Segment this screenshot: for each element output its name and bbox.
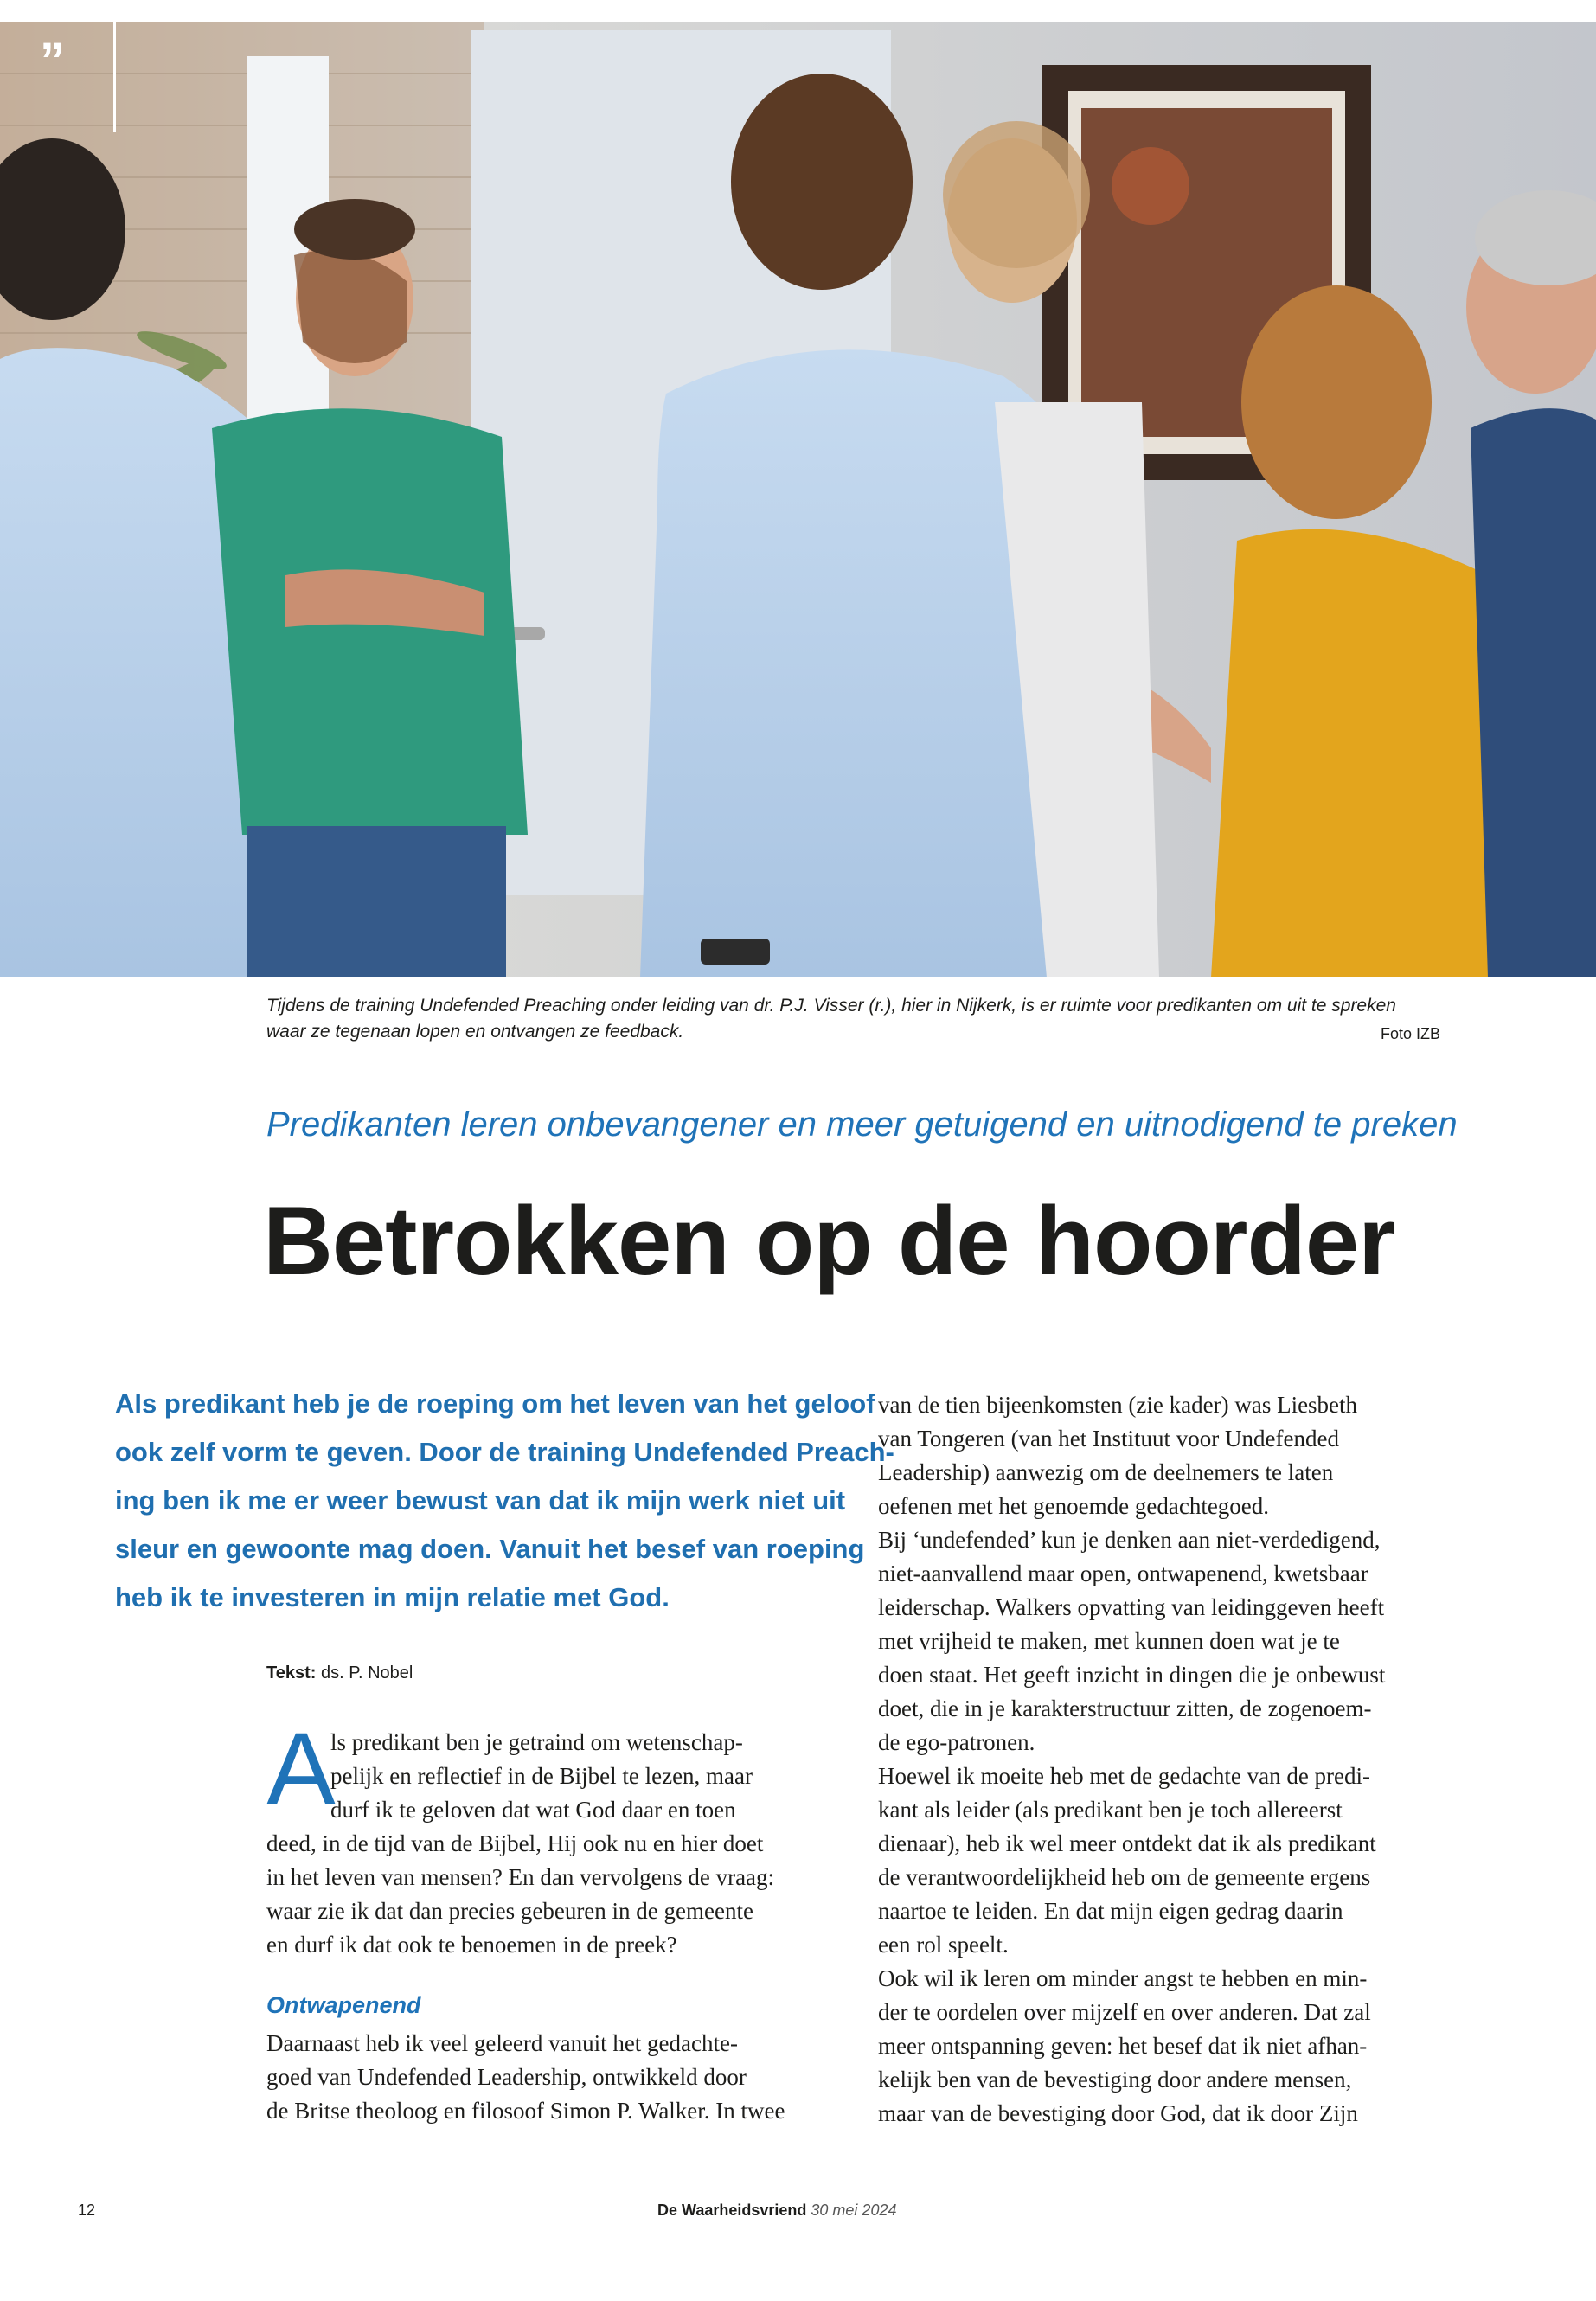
body-column-1 bbox=[266, 1726, 837, 1962]
body-line: Hoewel ik moeite heb met de gedachte van de predi- bbox=[878, 1763, 1371, 1789]
body-line: Leadership) aanwezig om de deelnemers te laten bbox=[878, 1459, 1334, 1485]
photo-credit: Foto IZB bbox=[1380, 1025, 1440, 1042]
body-line: de verantwoordelijkheid heb om de gemeente ergens bbox=[878, 1864, 1371, 1890]
body-line: Bij ‘undefended’ kun je denken aan niet-verdedigend, bbox=[878, 1527, 1381, 1553]
intro-line: ook zelf vorm te geven. Door de training Undefended Preach- bbox=[115, 1437, 894, 1467]
body-line: kelijk ben van de bevestiging door andere mensen, bbox=[878, 2067, 1352, 2093]
body-line: in het leven van mensen? En dan vervolgens de vraag: bbox=[266, 1864, 775, 1890]
publication-date: 30 mei 2024 bbox=[811, 2202, 897, 2219]
body-line: doet, die in je karakterstructuur zitten, de zogenoem- bbox=[878, 1695, 1372, 1721]
section-subhead: Ontwapenend bbox=[266, 1992, 421, 2018]
body-line: goed van Undefended Leadership, ontwikkeld door bbox=[266, 2064, 747, 2090]
body-line: maar van de bevestiging door God, dat ik door Zijn bbox=[878, 2100, 1358, 2126]
byline bbox=[266, 1663, 413, 1683]
body-line: Ook wil ik leren om minder angst te hebben en min- bbox=[878, 1965, 1368, 1991]
body-line: een rol speelt. bbox=[878, 1932, 1009, 1958]
body-line: Daarnaast heb ik veel geleerd vanuit het gedachte- bbox=[266, 2030, 738, 2056]
body-line: niet-aanvallend maar open, ontwapenend, kwetsbaar bbox=[878, 1561, 1368, 1586]
article-intro bbox=[115, 1380, 894, 1622]
intro-line: sleur en gewoonte mag doen. Vanuit het besef van roeping bbox=[115, 1534, 865, 1564]
body-line: oefenen met het genoemde gedachtegoed. bbox=[878, 1493, 1270, 1519]
byline-label: Tekst: bbox=[266, 1663, 317, 1682]
body-line: de ego-patronen. bbox=[878, 1729, 1035, 1755]
body-line: der te oordelen over mijzelf en over anderen. Dat zal bbox=[878, 1999, 1371, 2025]
drop-cap: A bbox=[266, 1711, 337, 1827]
body-line: doen staat. Het geeft inzicht in dingen die je onbewust bbox=[878, 1662, 1386, 1688]
body-line: meer ontspanning geven: het besef dat ik niet afhan- bbox=[878, 2033, 1368, 2059]
photo-scene bbox=[0, 22, 1596, 977]
photo-caption bbox=[266, 993, 1443, 1045]
publication-name: De Waarheidsvriend bbox=[657, 2202, 807, 2219]
article-kicker: Predikanten leren onbevangener en meer getuigend en uitnodigend te preken bbox=[266, 1106, 1458, 1144]
body-line: de Britse theoloog en filosoof Simon P. Walker. In twee bbox=[266, 2098, 785, 2124]
body-line: dienaar), heb ik wel meer ontdekt dat ik als predikant bbox=[878, 1830, 1376, 1856]
body-line: durf ik te geloven dat wat God daar en toen bbox=[330, 1797, 736, 1823]
caption-line: Tijdens de training Undefended Preaching onder leiding van dr. P.J. Visser (r.), hier in Nijkerk, is er ruimte voor predikanten om uit te spreken bbox=[266, 996, 1396, 1016]
divider bbox=[113, 22, 116, 132]
article-headline: Betrokken op de hoorder bbox=[263, 1187, 1395, 1295]
body-line: naartoe te leiden. En dat mijn eigen gedrag daarin bbox=[878, 1898, 1343, 1924]
body-line: van de tien bijeenkomsten (zie kader) was Liesbeth bbox=[878, 1392, 1358, 1418]
article-photo bbox=[0, 22, 1596, 977]
body-column-1-continued bbox=[266, 2027, 837, 2128]
body-line: en durf ik dat ook te benoemen in de preek? bbox=[266, 1932, 677, 1958]
body-line: met vrijheid te maken, met kunnen doen wat je te bbox=[878, 1628, 1340, 1654]
caption-line: waar ze tegenaan lopen en ontvangen ze feedback. bbox=[266, 1022, 684, 1042]
intro-line: heb ik te investeren in mijn relatie met God. bbox=[115, 1582, 670, 1612]
body-line: leiderschap. Walkers opvatting van leidinggeven heeft bbox=[878, 1594, 1385, 1620]
intro-line: Als predikant heb je de roeping om het leven van het geloof bbox=[115, 1388, 875, 1419]
body-line: kant als leider (als predikant ben je toch allereerst bbox=[878, 1797, 1343, 1823]
body-line: deed, in de tijd van de Bijbel, Hij ook nu en hier doet bbox=[266, 1830, 764, 1856]
body-column-2 bbox=[878, 1388, 1466, 2131]
body-line: van Tongeren (van het Instituut voor Undefended bbox=[878, 1426, 1339, 1452]
publication-footer bbox=[657, 2202, 896, 2220]
quote-icon: ” bbox=[40, 33, 65, 89]
intro-line: ing ben ik me er weer bewust van dat ik mijn werk niet uit bbox=[115, 1485, 846, 1516]
page-number: 12 bbox=[78, 2202, 96, 2219]
body-line: waar zie ik dat dan precies gebeuren in de gemeente bbox=[266, 1898, 753, 1924]
body-line: ls predikant ben je getraind om wetenschap- bbox=[330, 1729, 743, 1755]
byline-author: ds. P. Nobel bbox=[320, 1663, 413, 1682]
body-line: pelijk en reflectief in de Bijbel te lezen, maar bbox=[330, 1763, 753, 1789]
